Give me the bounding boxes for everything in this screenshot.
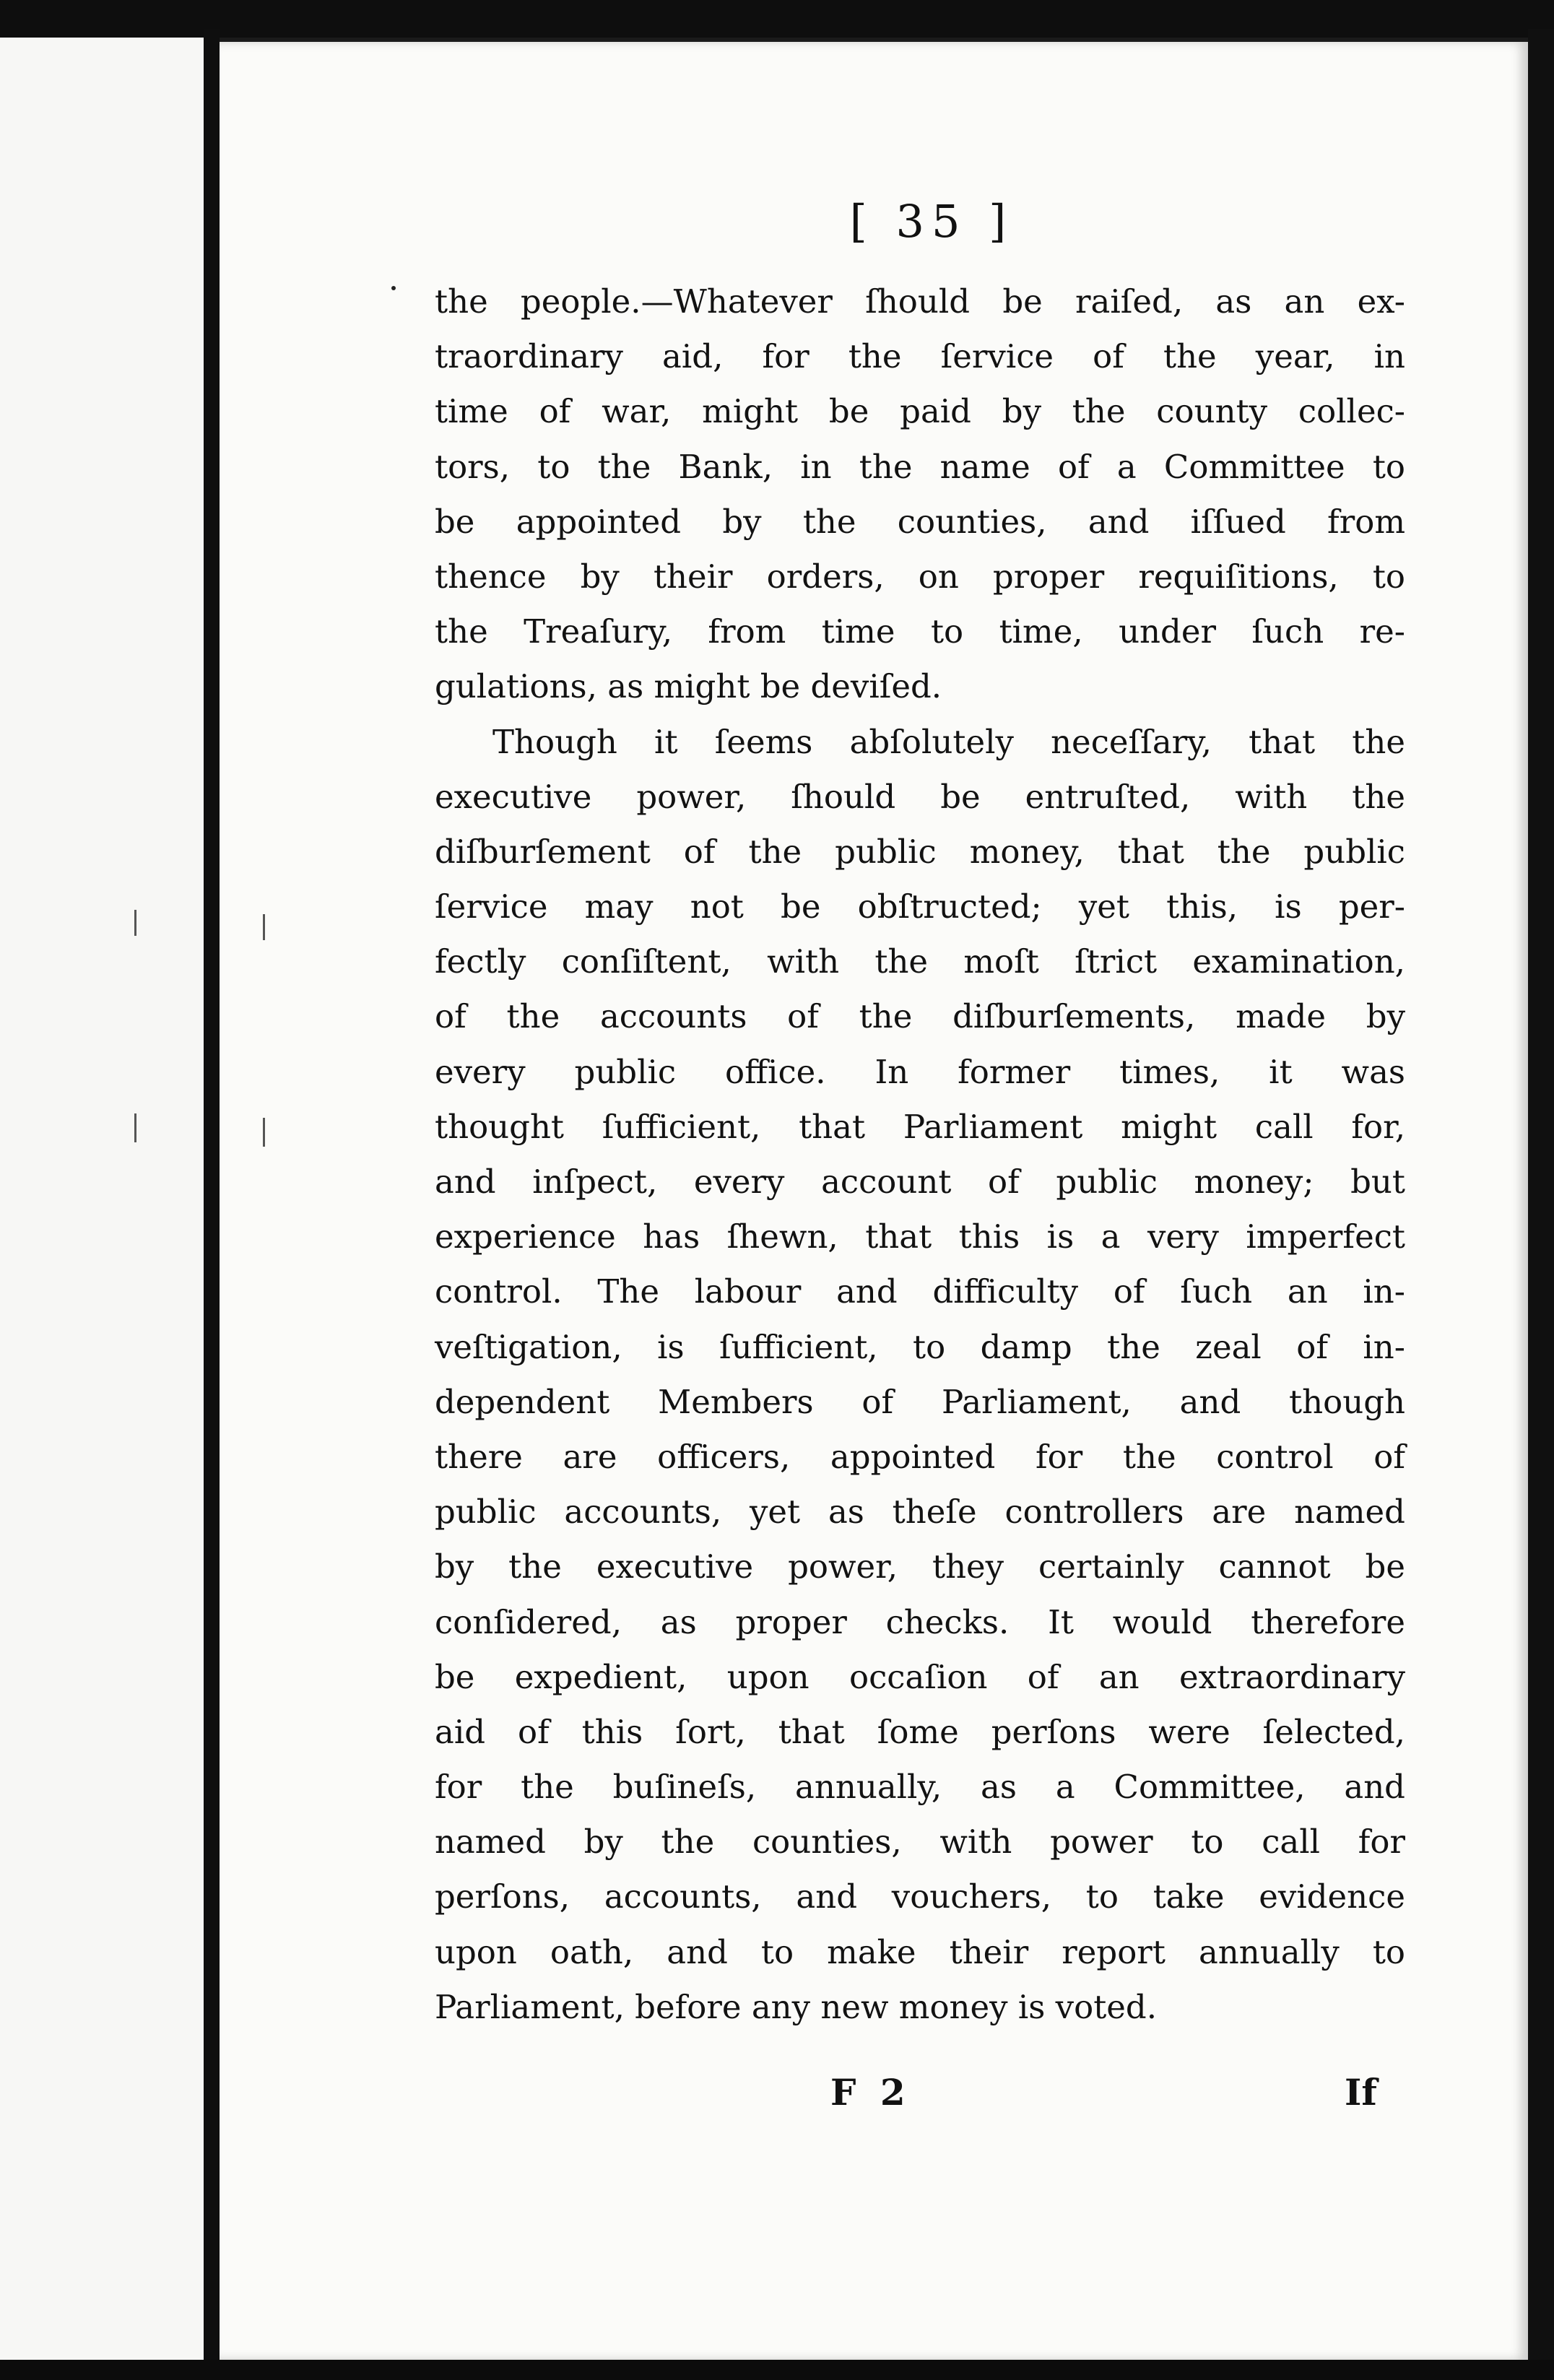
text-line: and inſpect, every account of public money; but (435, 1163, 1405, 1201)
text-line: for the buſineſs, annually, as a Committee, and (435, 1768, 1405, 1807)
page-number: [ 35 ] (849, 195, 1014, 248)
text-line: time of war, might be paid by the county collec- (435, 392, 1405, 431)
text-line: every public office. In former times, it was (435, 1052, 1405, 1091)
paper-mark (263, 914, 265, 940)
margin-speck (391, 286, 396, 290)
body-text (435, 274, 1405, 2035)
text-line: Parliament, before any new money is voted. (435, 1987, 1158, 2026)
paragraph-1 (435, 274, 1405, 715)
text-line: control. The labour and difficulty of ſuch an in- (435, 1272, 1405, 1311)
text-line: the Treaſury, from time to time, under ſuch re- (435, 612, 1405, 651)
signature-mark: F 2 (830, 2071, 911, 2114)
text-line: public accounts, yet as theſe controllers are named (435, 1493, 1405, 1532)
text-line: be expedient, upon occaſion of an extraordinary (435, 1657, 1405, 1696)
text-line: experience has ſhewn, that this is a very imperfect (435, 1217, 1405, 1256)
top-scan-edge (0, 0, 1554, 38)
text-line: upon oath, and to make their report annually to (435, 1932, 1405, 1971)
text-line: by the executive power, they certainly cannot be (435, 1547, 1405, 1586)
text-line: named by the counties, with power to call for (435, 1823, 1405, 1862)
catchword: If (1345, 2071, 1377, 2114)
paper-mark (263, 1118, 265, 1147)
book-gutter (204, 29, 220, 2380)
text-line: dependent Members of Parliament, and though (435, 1382, 1405, 1421)
text-line: gulations, as might be deviſed. (435, 667, 942, 706)
text-line: ſervice may not be obſtructed; yet this, is per- (435, 887, 1405, 926)
paper-mark (134, 1113, 136, 1142)
paper-mark (134, 910, 136, 936)
bottom-scan-edge (0, 2360, 1554, 2380)
text-line: traordinary aid, for the ſervice of the year, in (435, 337, 1405, 376)
text-line: thought ſufficient, that Parliament might call for, (435, 1107, 1405, 1146)
text-line: the people.—Whatever ſhould be raiſed, as an ex- (435, 282, 1405, 321)
text-line: tors, to the Bank, in the name of a Committee to (435, 447, 1405, 486)
text-line: perſons, accounts, and vouchers, to take evidence (435, 1877, 1405, 1916)
text-line: of the accounts of the diſburſements, made by (435, 997, 1405, 1036)
text-line: be appointed by the counties, and iſſued from (435, 502, 1405, 541)
facing-blank-page (0, 38, 204, 2363)
right-scan-edge (1528, 29, 1554, 2380)
text-line: fectly conſiſtent, with the moſt ſtrict examination, (435, 942, 1405, 981)
text-line: veſtigation, is ſufficient, to damp the zeal of in- (435, 1327, 1405, 1366)
text-line: aid of this ſort, that ſome perſons were ſelected, (435, 1712, 1405, 1751)
text-line: diſburſement of the public money, that the public (435, 832, 1405, 871)
paragraph-2 (435, 715, 1405, 2036)
text-line: executive power, ſhould be entruſted, with the (435, 777, 1405, 816)
text-line: there are officers, appointed for the control of (435, 1437, 1405, 1476)
text-line: Though it ſeems abſolutely neceſſary, that the (492, 722, 1405, 761)
text-line: thence by their orders, on proper requiſitions, to (435, 557, 1405, 596)
text-line: conſidered, as proper checks. It would therefore (435, 1602, 1405, 1641)
